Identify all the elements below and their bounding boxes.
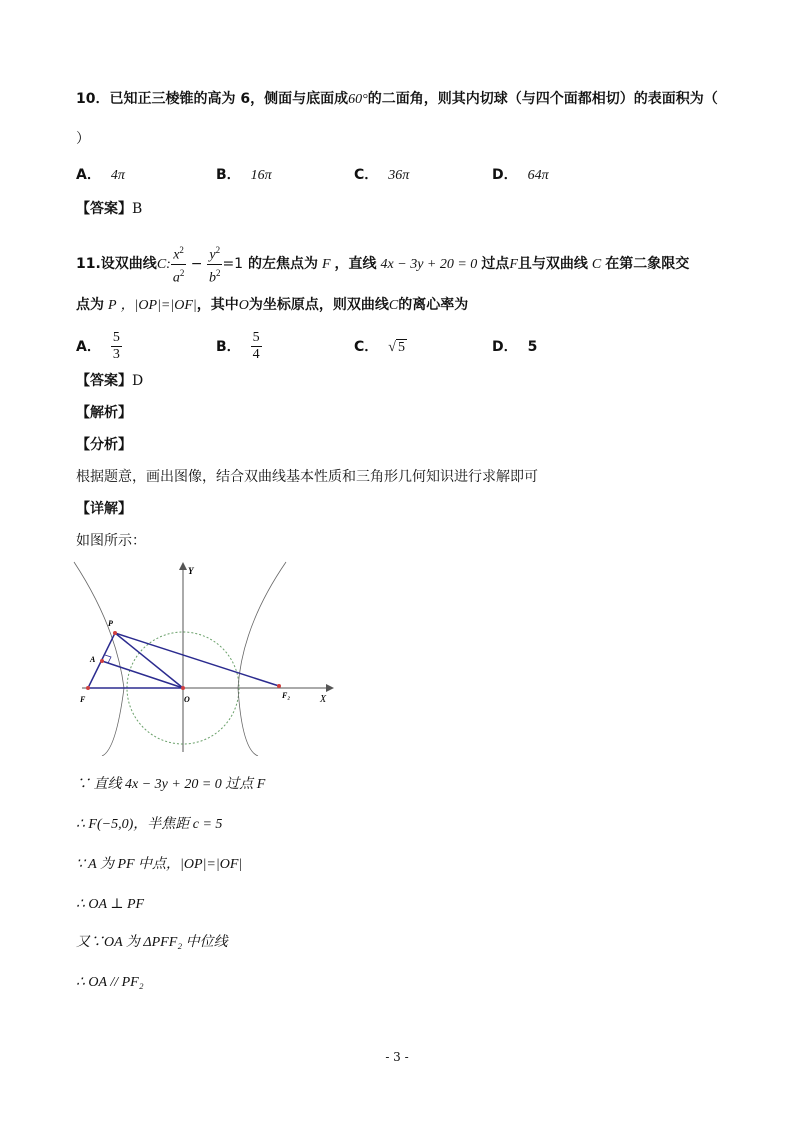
point-a <box>100 659 104 663</box>
q11-stem-line1: 11.设双曲线C: $\frac{x^2}{a^2}$ − $\frac{y^2}{b^2}$ =1 的左焦点为 F ，直线 4x − 3y + 20 = 0 过点F且与双曲线 C 在第二象限交 <box>76 242 689 286</box>
q11-frac-y: $\frac{y^2}{b^2}$ <box>207 242 223 286</box>
q10-option-a[interactable]: A． 4π <box>76 167 125 183</box>
q10-option-b[interactable]: B． 16π <box>216 167 272 183</box>
step-3: ∵ A 为 PF 中点，|OP|=|OF| <box>76 857 243 872</box>
q10-answer: 【答案】B <box>76 201 143 217</box>
step-4: ∴ OA ⊥ PF <box>76 897 145 912</box>
q10-option-d[interactable]: D． 64π <box>492 167 549 183</box>
label-f: F <box>80 695 86 704</box>
step-1: ∵ 直线 4x − 3y + 20 = 0 过点 F <box>76 777 266 792</box>
q11-option-b[interactable]: B． $\frac{5}{4}$ <box>216 330 260 362</box>
segment-pf2 <box>115 633 279 686</box>
q11-analysis-label: 【解析】 <box>76 405 132 421</box>
step-2: ∴ F(−5,0)，半焦距 c = 5 <box>76 817 223 832</box>
page-number: - 3 - <box>385 1050 409 1064</box>
y-axis-arrow <box>179 562 187 570</box>
step-5: 又∵OA 为 ΔPFF₂ 中位线 <box>76 935 228 950</box>
point-o <box>181 686 185 690</box>
q11-fenxi-label: 【分析】 <box>76 437 132 453</box>
step-6: ∴ OA // PF₂ <box>76 975 144 990</box>
point-f <box>86 686 90 690</box>
segment-po <box>115 633 183 688</box>
q10-angle: 60° <box>348 92 368 107</box>
q11-detail-label: 【详解】 <box>76 501 132 517</box>
x-axis-label: X <box>320 694 327 705</box>
hyperbola-right-branch <box>238 562 286 756</box>
q11-option-a[interactable]: A． $\frac{5}{3}$ <box>76 330 120 362</box>
label-p: P <box>108 619 113 628</box>
hyperbola-left-branch <box>74 562 124 756</box>
q11-option-d[interactable]: D． 5 <box>492 339 538 355</box>
label-a: A <box>90 655 96 664</box>
q10-stem-part2: 的二面角，则其内切球（与四个面都相切）的表面积为（ <box>367 91 718 107</box>
q10-stem-line1 <box>76 88 718 111</box>
y-axis-label: Y <box>188 566 194 576</box>
point-f2 <box>277 684 281 688</box>
point-p <box>113 631 117 635</box>
x-axis-arrow <box>326 684 334 692</box>
q10-stem-part1: 10．已知正三棱锥的高为 6，侧面与底面成 <box>76 91 349 107</box>
label-o: O <box>184 695 190 704</box>
q11-stem-line2: 点为 P ，|OP|=|OF|，其中O为坐标原点，则双曲线C的离心率为 <box>76 297 469 313</box>
label-f2: F₂ <box>282 691 291 700</box>
q11-frac-x: $\frac{x^2}{a^2}$ <box>171 242 187 286</box>
q11-option-c[interactable]: C． √ 5 <box>354 339 405 355</box>
q11-answer: 【答案】D <box>76 373 144 389</box>
segment-oa <box>102 661 183 688</box>
q11-detail-intro: 如图所示： <box>76 533 146 549</box>
q11-fenxi-text: 根据题意，画出图像，结合双曲线基本性质和三角形几何知识进行求解即可 <box>76 469 538 485</box>
q10-option-c[interactable]: C． 36π <box>354 167 410 183</box>
hyperbola-diagram <box>72 556 342 756</box>
q10-stem-line2: ） <box>76 131 90 147</box>
